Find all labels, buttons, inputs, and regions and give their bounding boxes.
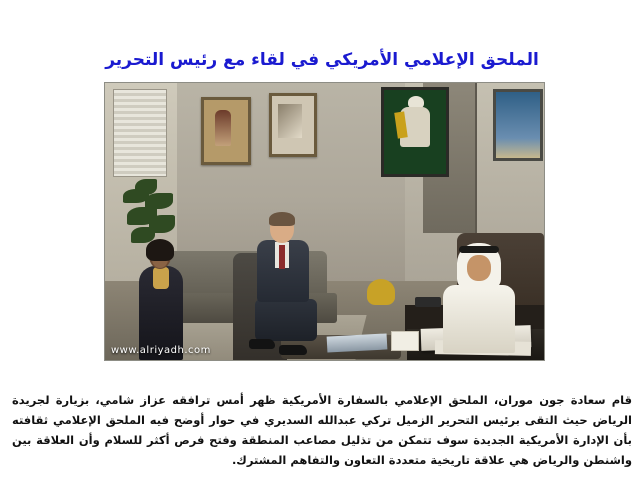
framed-artwork-3 (381, 87, 449, 177)
editor-face (467, 255, 491, 281)
photo-watermark: www.alriyadh.com (111, 345, 211, 356)
desk-lamp (367, 279, 395, 305)
magazines-stack (327, 333, 388, 352)
man-shoe-right (279, 345, 307, 355)
man-legs (255, 299, 317, 341)
photo-scene (105, 83, 544, 360)
page-title: الملحق الإعلامي الأمريكي في لقاء مع رئيس التحرير (105, 50, 539, 71)
person-seated-man (245, 215, 323, 360)
woman-hair (146, 239, 174, 261)
tissue-box (391, 331, 419, 351)
person-seated-editor (435, 243, 521, 353)
man-tie (279, 245, 285, 269)
framed-artwork-2 (269, 93, 317, 157)
man-hair (269, 212, 295, 226)
woman-scarf (153, 267, 169, 289)
editor-igal (459, 246, 499, 253)
person-standing-woman (133, 243, 189, 360)
article-body: قام سعادة جون موران، الملحق الإعلامي بالسفارة الأمريكية ظهر أمس ترافقه عزاز شامي، بزيارة لجريدة الرياض حيث التقى برئيس التحرير الزميل تركي عبدالله السديري في حوار أوضح فيه الملحق الإعلامي ثقافته بأن الإدارة الأمريكية الجديدة سوف تتمكن من تذليل مصاعب المنطقة وفتح فرص أكثر للسلام وأن العلاقة بين واشنطن والرياض هي علاقة تاريخية متعددة التعاون والتفاهم المشترك. (12, 392, 632, 467)
article-photo (104, 82, 545, 361)
window-blind (113, 89, 167, 177)
man-shoe-left (249, 339, 275, 349)
editor-thobe (443, 285, 515, 353)
framed-artwork-4 (493, 89, 543, 161)
framed-artwork-1 (201, 97, 251, 165)
